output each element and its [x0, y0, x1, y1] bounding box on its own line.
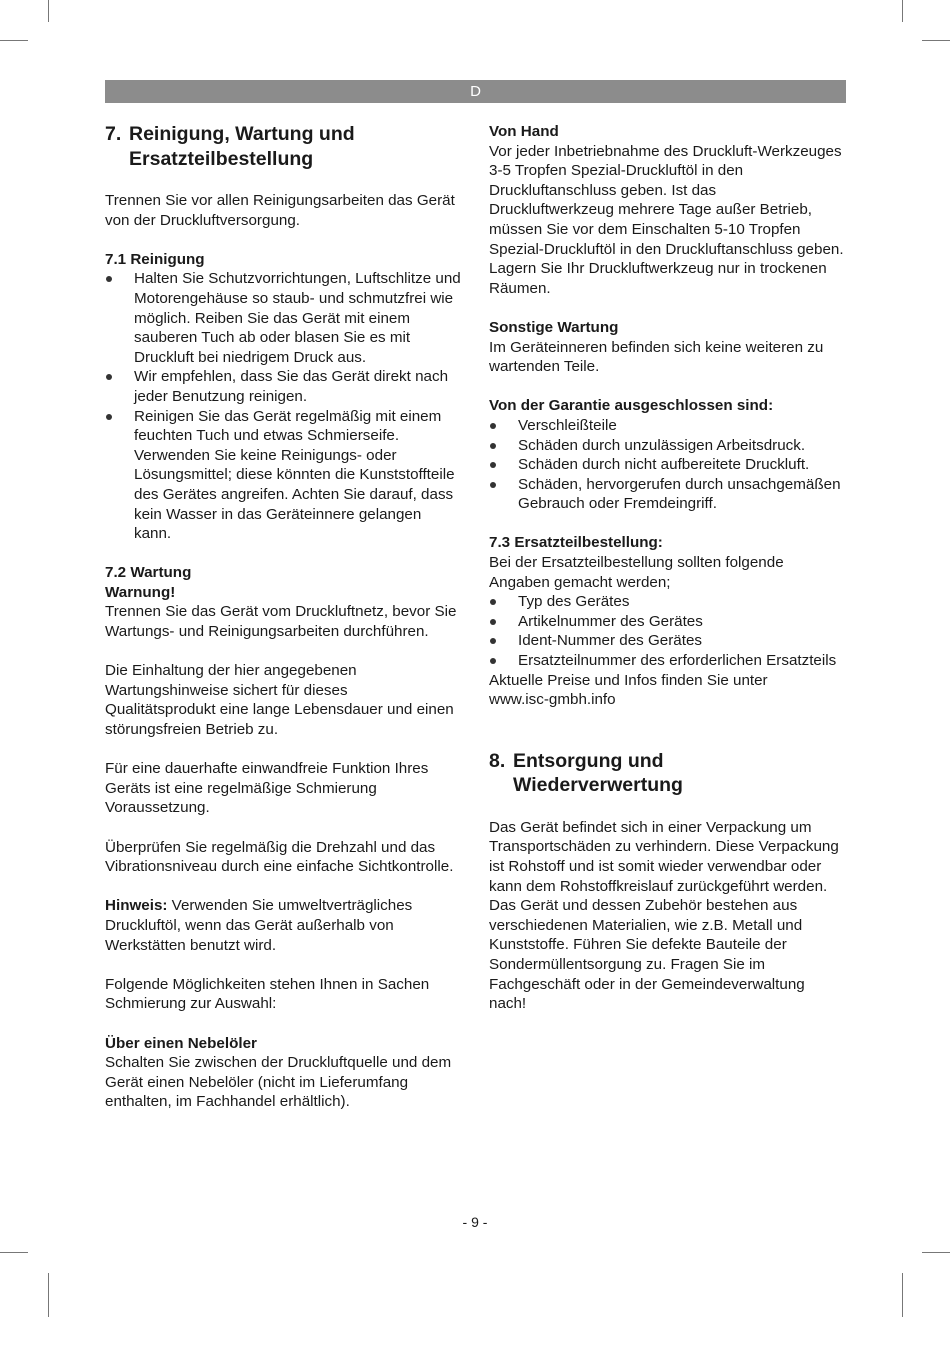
other-maintenance-heading: Sonstige Wartung	[489, 318, 619, 336]
list-item: Schäden, hervorgerufen durch unsachgemäßen Gebrauch oder Fremdeingriff.	[489, 475, 845, 514]
crop-mark	[48, 1273, 49, 1317]
maintenance-para-2: Für eine dauerhafte einwandfreie Funktion Ihres Geräts ist eine regelmäßige Schmierung Voraussetzung.	[105, 760, 429, 817]
spare-parts-list	[489, 592, 845, 670]
section-8-title-line1: Entsorgung und	[513, 749, 664, 772]
crop-mark	[0, 1252, 28, 1253]
spare-parts-intro: Bei der Ersatzteilbestellung sollten folgende Angaben gemacht werden;	[489, 554, 784, 591]
left-column	[105, 122, 461, 1112]
storage-text: Lagern Sie Ihr Druckluftwerkzeug nur in trockenen Räumen.	[489, 260, 827, 297]
list-item: Schäden durch nicht aufbereitete Druckluft.	[489, 455, 845, 475]
maintenance-heading: 7.2 Wartung	[105, 564, 192, 582]
section-7-heading	[105, 122, 461, 171]
list-item: Reinigen Sie das Gerät regelmäßig mit einem feuchten Tuch und etwas Schmierseife. Verwenden Sie keine Reinigungs- oder Lösungsmittel; diese könnten die Kunststoffteile des Gerätes angreifen. Achten Sie darauf, dass kein Wasser in das Geräteinnere gelangen kann.	[105, 407, 461, 544]
spare-parts-heading: 7.3 Ersatzteilbestellung:	[489, 534, 663, 552]
disposal-text: Das Gerät befindet sich in einer Verpackung um Transportschäden zu verhindern. Diese Verpackung ist Rohstoff und ist somit wieder verwendbar oder kann dem Rohstoffkreislauf zurückgeführt werden. Das Gerät und dessen Zubehör bestehen aus verschiedenen Materialien, wie z.B. Metall und Kunststoffe. Führen Sie defekte Bauteile der Sondermüllentsorgung zu. Fragen Sie im Fachgeschäft oder in der Gemeindeverwaltung nach!	[489, 818, 839, 1013]
maintenance-para-1: Die Einhaltung der hier angegebenen Wartungshinweise sichert für dieses Qualitätsprodukt eine lange Lebensdauer und einen störungsfreien Betrieb zu.	[105, 662, 454, 739]
crop-mark	[0, 40, 28, 41]
crop-mark	[48, 0, 49, 22]
warranty-list	[489, 416, 845, 514]
section-7-title-line1: Reinigung, Wartung und	[129, 123, 355, 145]
warning-text: Trennen Sie das Gerät vom Druckluftnetz, bevor Sie Wartungs- und Reinigungsarbeiten durchführen.	[105, 603, 457, 641]
section-7-title-line2: Ersatzteilbestellung	[129, 147, 314, 170]
list-item: Verschleißteile	[489, 416, 845, 436]
section-8-heading	[489, 749, 845, 798]
section-8-number: 8.	[489, 749, 506, 772]
language-label: D	[470, 83, 481, 100]
crop-mark	[922, 40, 950, 41]
note-paragraph	[105, 896, 461, 955]
by-hand-heading: Von Hand	[489, 123, 559, 140]
right-column	[489, 122, 845, 1014]
cleaning-heading: 7.1 Reinigung	[105, 250, 205, 268]
list-item: Ident-Nummer des Gerätes	[489, 631, 845, 651]
page-number: - 9 -	[462, 1214, 488, 1230]
list-item: Typ des Gerätes	[489, 592, 845, 612]
note-text: Verwenden Sie umweltverträgliches Druckluftöl, wenn das Gerät außerhalb von Werkstätten benutzt wird.	[105, 897, 413, 954]
crop-mark	[902, 1273, 903, 1317]
cleaning-list	[105, 269, 461, 543]
note-label: Hinweis:	[105, 897, 168, 915]
language-header-bar	[105, 80, 846, 103]
list-item: Ersatzteilnummer des erforderlichen Ersatzteils	[489, 651, 845, 671]
maintenance-para-4: Folgende Möglichkeiten stehen Ihnen in Sachen Schmierung zur Auswahl:	[105, 975, 430, 1013]
spare-parts-outro: Aktuelle Preise und Infos finden Sie unter	[489, 671, 768, 689]
maintenance-para-3: Überprüfen Sie regelmäßig die Drehzahl und das Vibrationsniveau durch eine einfache Sichtkontrolle.	[105, 838, 454, 876]
warning-label: Warnung!	[105, 583, 176, 601]
section-7-number: 7.	[105, 123, 122, 145]
oiler-heading: Über einen Nebelöler	[105, 1034, 257, 1052]
crop-mark	[922, 1252, 950, 1253]
warranty-heading: Von der Garantie ausgeschlossen sind:	[489, 397, 774, 415]
list-item: Schäden durch unzulässigen Arbeitsdruck.	[489, 436, 845, 456]
website-url: www.isc-gmbh.info	[489, 691, 616, 709]
intro-text: Trennen Sie vor allen Reinigungsarbeiten das Gerät von der Druckluftversorgung.	[105, 192, 455, 229]
by-hand-text: Vor jeder Inbetriebnahme des Druckluft-Werkzeuges 3-5 Tropfen Spezial-Druckluftöl in den Druckluftanschluss geben. Ist das Druckluftwerkzeug mehrere Tage außer Betrieb, müssen Sie vor dem Einschalten 5-10 Tropfen Spezial-Druckluftöl in den Druckluftanschluss geben.	[489, 142, 844, 258]
list-item: Halten Sie Schutzvorrichtungen, Luftschlitze und Motorengehäuse so staub- und schmutzfrei wie möglich. Reiben Sie das Gerät mit einem sauberen Tuch ab oder blasen Sie es mit Druckluft bei niedrigem Druck aus.	[105, 269, 461, 367]
other-maintenance-text: Im Geräteinneren befinden sich keine weiteren zu wartenden Teile.	[489, 338, 824, 376]
list-item: Wir empfehlen, dass Sie das Gerät direkt nach jeder Benutzung reinigen.	[105, 367, 461, 406]
crop-mark	[902, 0, 903, 22]
oiler-text: Schalten Sie zwischen der Druckluftquelle und dem Gerät einen Nebelöler (nicht im Lieferumfang enthalten, im Fachhandel erhältlich).	[105, 1054, 452, 1111]
section-8-title-line2: Wiederverwertung	[513, 774, 683, 797]
list-item: Artikelnummer des Gerätes	[489, 612, 845, 632]
